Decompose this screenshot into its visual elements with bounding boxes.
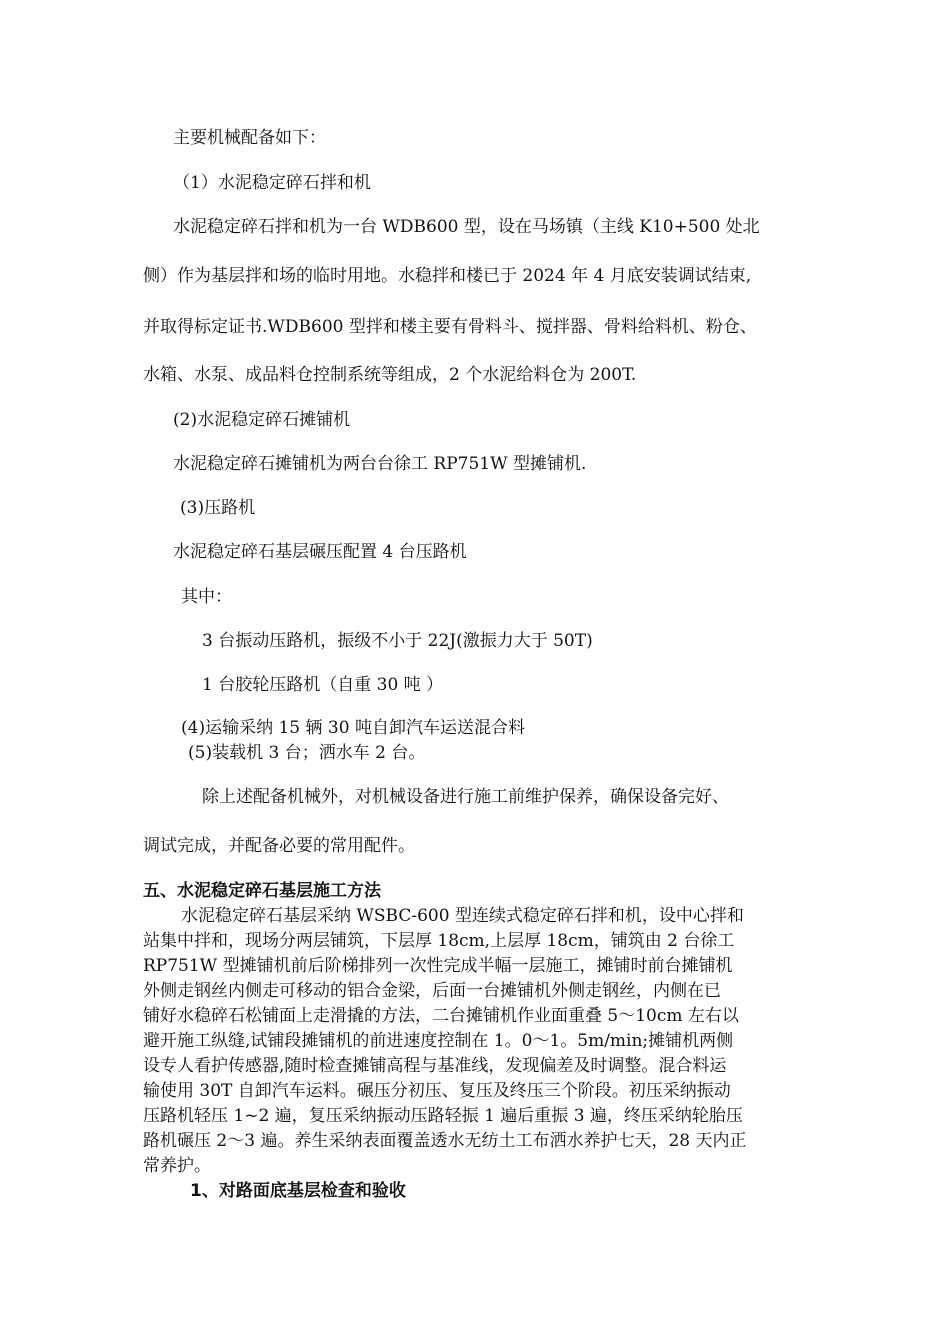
closing-line-1: 除上述配备机械外，对机械设备进行施工前维护保养，确保设备完好、: [202, 787, 729, 807]
item1-line-3: 并取得标定证书.WDB600 型拌和楼主要有骨料斗、搅拌器、骨料给料机、粉仓、: [143, 317, 757, 337]
section5-line-1: 水泥稳定碎石基层采纳 WSBC-600 型连续式稳定碎石拌和机，设中心拌和: [181, 906, 744, 926]
section5-line-5: 铺好水稳碎石松铺面上走滑撬的方法，二台摊铺机作业面重叠 5～10cm 左右以: [143, 1006, 739, 1026]
section5-line-7: 设专人看护传感器,随时检查摊铺高程与基准线，发现偏差及时调整。混合料运: [143, 1056, 727, 1076]
closing-line-2: 调试完成，并配备必要的常用配件。: [143, 836, 415, 856]
intro-line: 主要机械配备如下：: [173, 128, 326, 148]
section5-line-2: 站集中拌和，现场分两层铺筑，下层厚 18cm,上层厚 18cm，铺筑由 2 台徐工: [143, 931, 735, 951]
section5-line-9: 压路机轻压 1~2 遍，复压采纳振动压路轻振 1 遍后重振 3 遍，终压采纳轮胎压: [143, 1106, 743, 1126]
section5-line-11: 常养护。: [143, 1156, 211, 1176]
section5-line-3: RP751W 型摊铺机前后阶梯排列一次性完成半幅一层施工，摊铺时前台摊铺机: [143, 956, 733, 976]
item3-text: 水泥稳定碎石基层碾压配置 4 台压路机: [173, 542, 467, 562]
section5-line-10: 路机碾压 2～3 遍。养生采纳表面覆盖透水无纺土工布洒水养护七天，28 天内正: [143, 1131, 747, 1151]
section5-line-6: 避开施工纵缝,试铺段摊铺机的前进速度控制在 1。0～1。5m/min;摊铺机两侧: [143, 1031, 734, 1051]
section5-line-8: 输使用 30T 自卸汽车运料。碾压分初压、复压及终压三个阶段。初压采纳振动: [143, 1081, 731, 1101]
roller-line-2: 1 台胶轮压路机（自重 30 吨 ）: [202, 675, 444, 695]
item2-heading: (2)水泥稳定碎石摊铺机: [173, 410, 351, 430]
item1-line-2: 侧）作为基层拌和场的临时用地。水稳拌和楼已于 2024 年 4 月底安装调试结束,: [143, 266, 752, 286]
item5-line: (5)装载机 3 台；洒水车 2 台。: [188, 743, 426, 763]
item1-line-4: 水箱、水泵、成品料仓控制系统等组成，2 个水泥给料仓为 200T.: [143, 365, 637, 385]
item2-text: 水泥稳定碎石摊铺机为两台台徐工 RP751W 型摊铺机.: [173, 454, 587, 474]
item1-line-1: 水泥稳定碎石拌和机为一台 WDB600 型，设在马场镇（主线 K10+500 处北: [173, 217, 760, 237]
item3-heading: (3)压路机: [180, 498, 256, 518]
section5-line-4: 外侧走钢丝内侧走可移动的铝合金梁，后面一台摊铺机外侧走钢丝，内侧在已: [143, 981, 721, 1001]
section5-title: 五、水泥稳定碎石基层施工方法: [143, 881, 381, 901]
subsection1-title: 1、对路面底基层检查和验收: [190, 1181, 406, 1201]
among-label: 其中：: [181, 587, 232, 607]
item1-heading: （1）水泥稳定碎石拌和机: [173, 173, 371, 193]
roller-line-1: 3 台振动压路机，振级不小于 22J(激振力大于 50T): [202, 631, 593, 651]
item4-line: (4)运输采纳 15 辆 30 吨自卸汽车运送混合料: [181, 718, 525, 738]
